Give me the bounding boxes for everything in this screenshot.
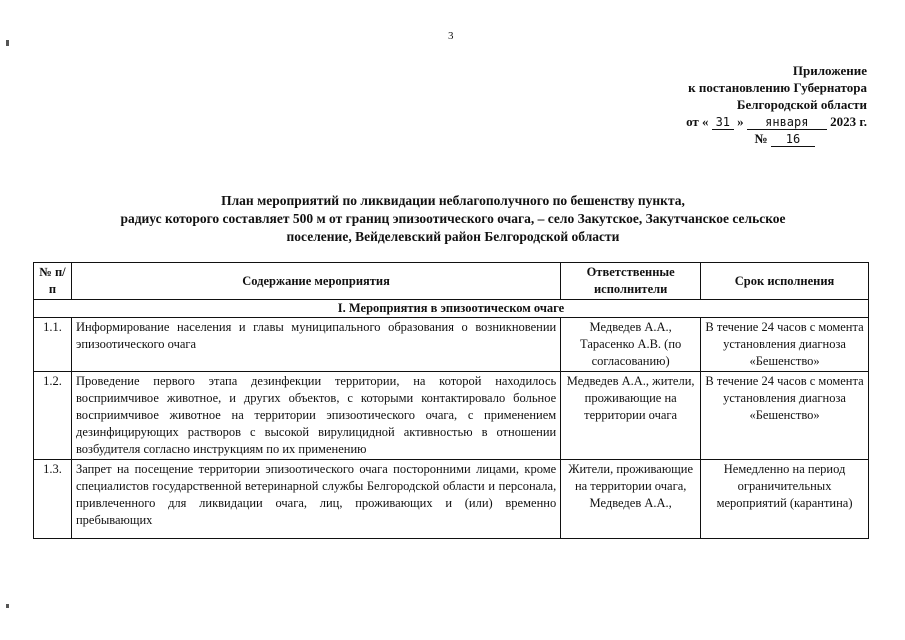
page-number: 3: [448, 30, 454, 42]
table-row: [34, 318, 869, 372]
plan-title-line-2: радиус которого составляет 500 м от границ эпизоотического очага, – село Закутское, Закутчанское сельское: [120, 211, 786, 226]
row-content: Запрет на посещение территории эпизоотического очага посторонними лицами, кроме специалистов государственной ветеринарной службы Белгородской области и персонала, привлеченного для ликвидации очага, лиц, проживающих и (или) временно пребывающих: [71, 460, 560, 539]
row-num: 1.2.: [34, 372, 72, 460]
date-month: января: [747, 115, 827, 130]
scan-margin-mark: [6, 604, 9, 608]
header-term: Срок исполнения: [701, 263, 869, 300]
plan-title: [30, 192, 876, 246]
date-day: 31: [712, 115, 734, 130]
plan-title-line-3: поселение, Вейделевский район Белгородской области: [286, 229, 620, 244]
row-term: В течение 24 часов с момента установления диагноза «Бешенство»: [701, 318, 869, 372]
plan-title-line-1: План мероприятий по ликвидации неблагополучного по бешенству пункта,: [221, 193, 685, 208]
number-value: 16: [771, 132, 815, 147]
date-year: 2023 г.: [830, 114, 867, 129]
table-header-row: [34, 263, 869, 300]
date-prefix: от «: [686, 114, 709, 129]
appendix-title: Приложение: [792, 63, 867, 78]
row-content: Информирование населения и главы муниципального образования о возникновении эпизоотического очага: [71, 318, 560, 372]
appendix-decree: к постановлению Губернатора: [688, 80, 867, 95]
row-term: Немедленно на период ограничительных мероприятий (карантина): [701, 460, 869, 539]
appendix-date-line: [607, 113, 867, 130]
appendix-number-line: [607, 130, 867, 147]
number-prefix: №: [754, 131, 768, 146]
date-mid: »: [737, 114, 744, 129]
row-responsible: Медведев А.А., жители, проживающие на территории очага: [561, 372, 701, 460]
header-content: Содержание мероприятия: [71, 263, 560, 300]
scan-margin-mark: [6, 40, 9, 46]
section-row: [34, 300, 869, 318]
row-num: 1.3.: [34, 460, 72, 539]
row-num: 1.1.: [34, 318, 72, 372]
appendix-header: [607, 62, 867, 147]
row-responsible: Жители, проживающие на территории очага, Медведев А.А.,: [561, 460, 701, 539]
header-responsible: Ответственные исполнители: [561, 263, 701, 300]
appendix-region: Белгородской области: [736, 97, 867, 112]
table-row: [34, 460, 869, 539]
row-responsible: Медведев А.А., Тарасенко А.В. (по согласованию): [561, 318, 701, 372]
row-content: Проведение первого этапа дезинфекции территории, на которой находилось восприимчивое животное, и других объектов, с которыми контактировало больное восприимчивое животное на территории эпизоотического очага, с применением дезинфицирующих растворов с высокой вирулицидной активностью в отношении возбудителя согласно инструкциям по их применению: [71, 372, 560, 460]
header-num: № п/п: [34, 263, 72, 300]
table-row: [34, 372, 869, 460]
measures-table: [33, 262, 869, 539]
section-title: I. Мероприятия в эпизоотическом очаге: [34, 300, 869, 318]
row-term: В течение 24 часов с момента установления диагноза «Бешенство»: [701, 372, 869, 460]
